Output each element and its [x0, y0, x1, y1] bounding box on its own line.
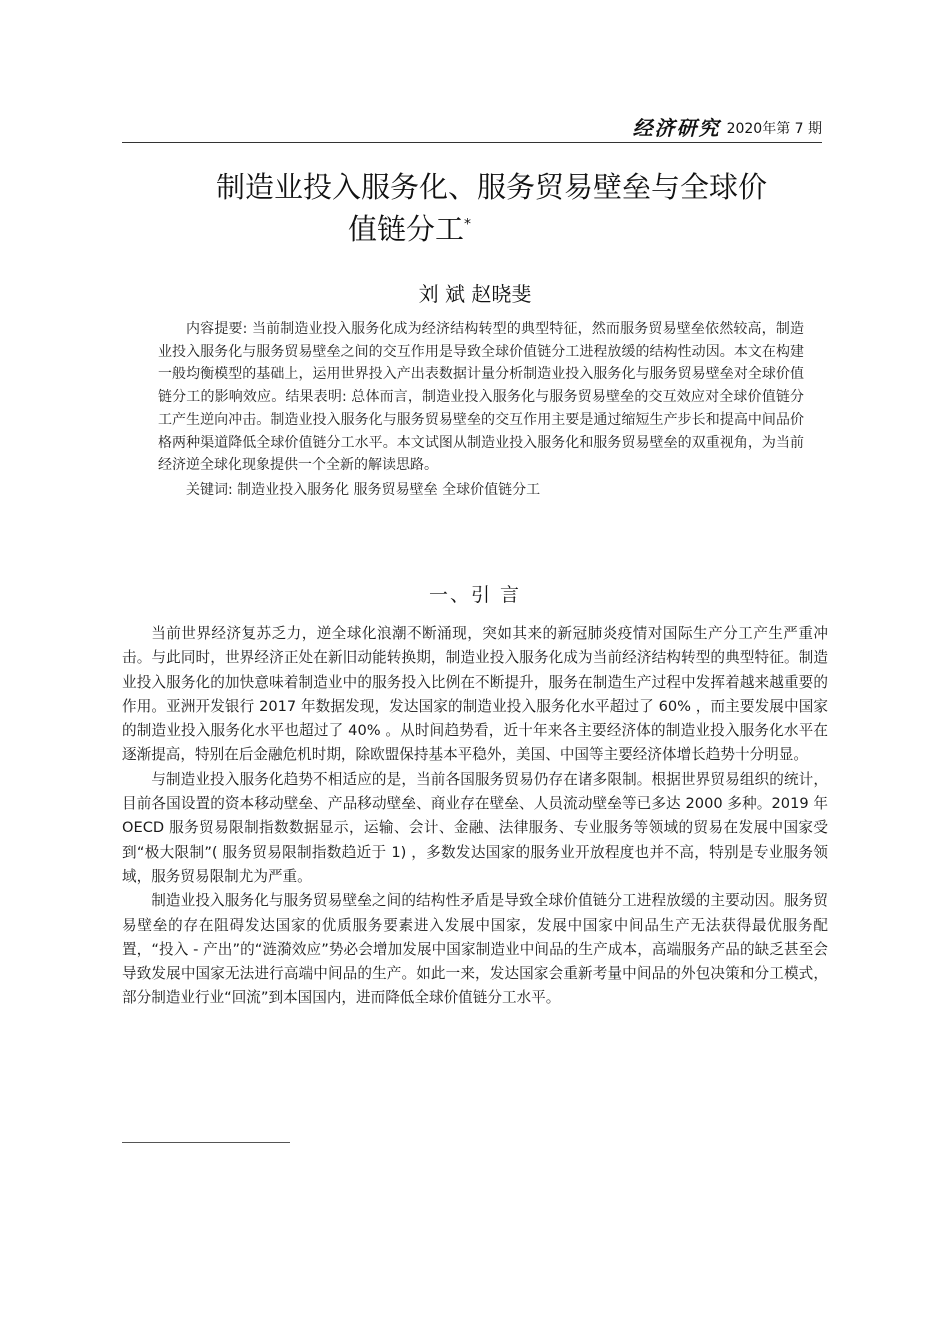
running-header — [122, 116, 822, 140]
journal-logo: 经济研究 — [632, 116, 721, 140]
section-heading: 一、引 言 — [428, 584, 522, 606]
footnote-divider — [122, 1142, 290, 1143]
keywords: 关键词: 制造业投入服务化 服务贸易壁垒 全球价值链分工 — [186, 481, 541, 498]
title-line-2-text: 值链分工 — [348, 212, 465, 246]
article-title — [150, 166, 800, 250]
title-line-1: 制造业投入服务化、服务贸易壁垒与全球价 — [216, 170, 768, 204]
title-line-2 — [150, 208, 800, 250]
authors: 刘 斌 赵晓斐 — [418, 282, 532, 306]
abstract-text: 内容提要: 当前制造业投入服务化成为经济结构转型的典型特征，然而服务贸易壁垒依然较高，制造业投入服务化与服务贸易壁垒之间的交互作用是导致全球价值链分工进程放缓的结构性动因。本文在构建一般均衡模型的基础上，运用世界投入产出表数据计量分析制造业投入服务化与服务贸易壁垒对全球价值链分工的影响效应。结果表明: 总体而言，制造业投入服务化与服务贸易壁垒的交互效应对全球价值链分工产生逆向冲击。制造业投入服务化与服务贸易壁垒的交互作用主要是通过缩短生产步长和提高中间品价格两种渠道降低全球价值链分工水平。本文试图从制造业投入服务化和服务贸易壁垒的双重视角，为当前经济逆全球化现象提供一个全新的解读思路。 — [158, 321, 804, 474]
header-divider — [122, 142, 822, 143]
paragraph-1: 当前世界经济复苏乏力，逆全球化浪潮不断涌现，突如其来的新冠肺炎疫情对国际生产分工产生严重冲击。与此同时，世界经济正处在新旧动能转换期，制造业投入服务化成为当前经济结构转型的典型特征。制造业投入服务化的加快意味着制造业中的服务投入比例在不断提升，服务在制造生产过程中发挥着越来越重要的作用。亚洲开发银行 2017 年数据发现，发达国家的制造业投入服务化水平超过了 60% ，而主要发展中国家的制造业投入服务化水平也超过了 40% 。从时间趋势看，近十年来各主要经济体的制造业投入服务化水平在逐渐提高，特别在后金融危机时期，除欧盟保持基本平稳外，美国、中国等主要经济体增长趋势十分明显。 — [122, 625, 828, 764]
abstract-block — [158, 318, 804, 502]
issue-label: 2020年第 7 期 — [726, 121, 822, 137]
paragraph-2: 与制造业投入服务化趋势不相适应的是，当前各国服务贸易仍存在诸多限制。根据世界贸易组织的统计，目前各国设置的资本移动壁垒、产品移动壁垒、商业存在壁垒、人员流动壁垒等已多达 2000 多种。2019 年 OECD 服务贸易限制指数数据显示，运输、会计、金融、法律服务、专业服务等领域的贸易在发展中国家受到“极大限制”( 服务贸易限制指数趋近于 1) ，多数发达国家的服务业开放程度也并不高，特别是专业服务领域，服务贸易限制尤为严重。 — [122, 770, 828, 885]
title-footnote-mark: * — [464, 216, 472, 233]
body-text — [122, 622, 828, 1011]
paragraph-3: 制造业投入服务化与服务贸易壁垒之间的结构性矛盾是导致全球价值链分工进程放缓的主要动因。服务贸易壁垒的存在阻碍发达国家的优质服务要素进入发展中国家，发展中国家中间品生产无法获得最优服务配置，“投入 - 产出”的“涟漪效应”势必会增加发展中国家制造业中间品的生产成本，高端服务产品的缺乏甚至会导致发展中国家无法进行高端中间品的生产。如此一来，发达国家会重新考量中间品的外包决策和分工模式，部分制造业行业“回流”到本国国内，进而降低全球价值链分工水平。 — [122, 892, 828, 1007]
